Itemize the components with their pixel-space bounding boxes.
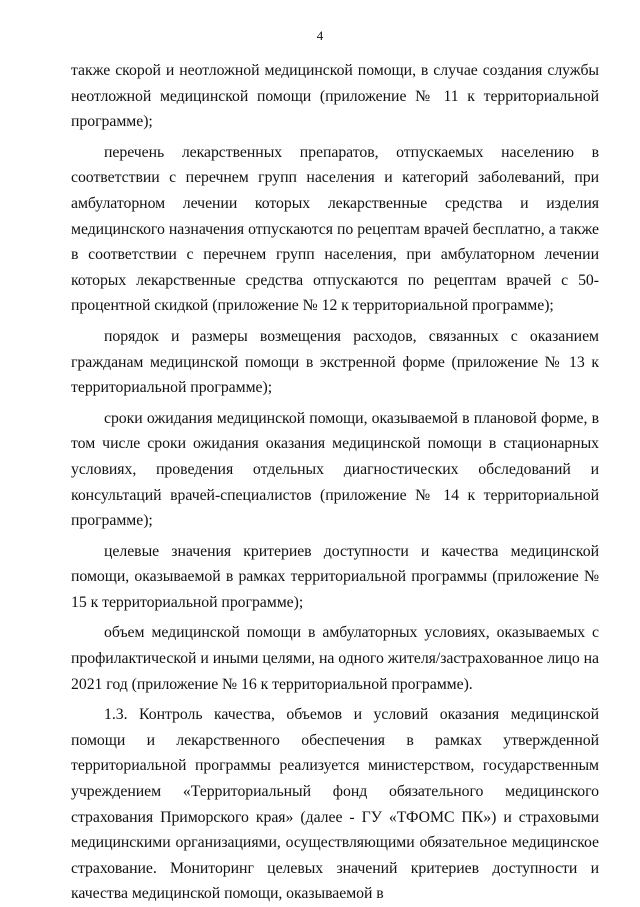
paragraph-target-criteria: целевые значения критериев доступности и качества медицинской помощи, оказываемой в рамках территориальной программы (приложение № 15 к территориальной программе);	[71, 542, 599, 611]
paragraph-drug-list: перечень лекарственных препаратов, отпускаемых населению в соответствии с перечнем групп населения и категорий заболеваний, при амбулаторном лечении которых лекарственные средства и изделия медицинского назначения отпускаются по рецептам врачей бесплатно, а также в соответствии с перечнем групп населения, при амбулаторном лечении которых лекарственные средства отпускаются по рецептам врачей с 50-процентной скидкой (приложение № 12 к территориальной программе);	[71, 143, 599, 315]
document-body	[71, 58, 599, 907]
paragraph-continuation: также скорой и неотложной медицинской помощи, в случае создания службы неотложной медицинской помощи (приложение № 11 к территориальной программе);	[71, 62, 599, 131]
paragraph-waiting-times: сроки ожидания медицинской помощи, оказываемой в плановой форме, в том числе сроки ожидания оказания медицинской помощи в стационарных условиях, проведения отдельных диагностических обследований и консультаций врачей-специалистов (приложение № 14 к территориальной программе);	[71, 409, 599, 530]
paragraph-section-1-3: 1.3. Контроль качества, объемов и условий оказания медицинской помощи и лекарственного обеспечения в рамках утвержденной территориальной программы реализуется министерством, государственным учреждением «Территориальный фонд обязательного медицинского страхования Приморского края» (далее - ГУ «ТФОМС ПК») и страховыми медицинскими организациями, осуществляющими обязательное медицинское страхование. Мониторинг целевых значений критериев доступности и качества медицинской помощи, оказываемой в	[71, 706, 599, 903]
page-number: 4	[316, 28, 324, 43]
paragraph-emergency-reimbursement: порядок и размеры возмещения расходов, связанных с оказанием гражданам медицинской помощи в экстренной форме (приложение № 13 к территориальной программе);	[71, 327, 599, 397]
paragraph-outpatient-volume: объем медицинской помощи в амбулаторных условиях, оказываемых с профилактической и иными целями, на одного жителя/застрахованное лицо на 2021 год (приложение № 16 к территориальной программе).	[71, 624, 599, 693]
